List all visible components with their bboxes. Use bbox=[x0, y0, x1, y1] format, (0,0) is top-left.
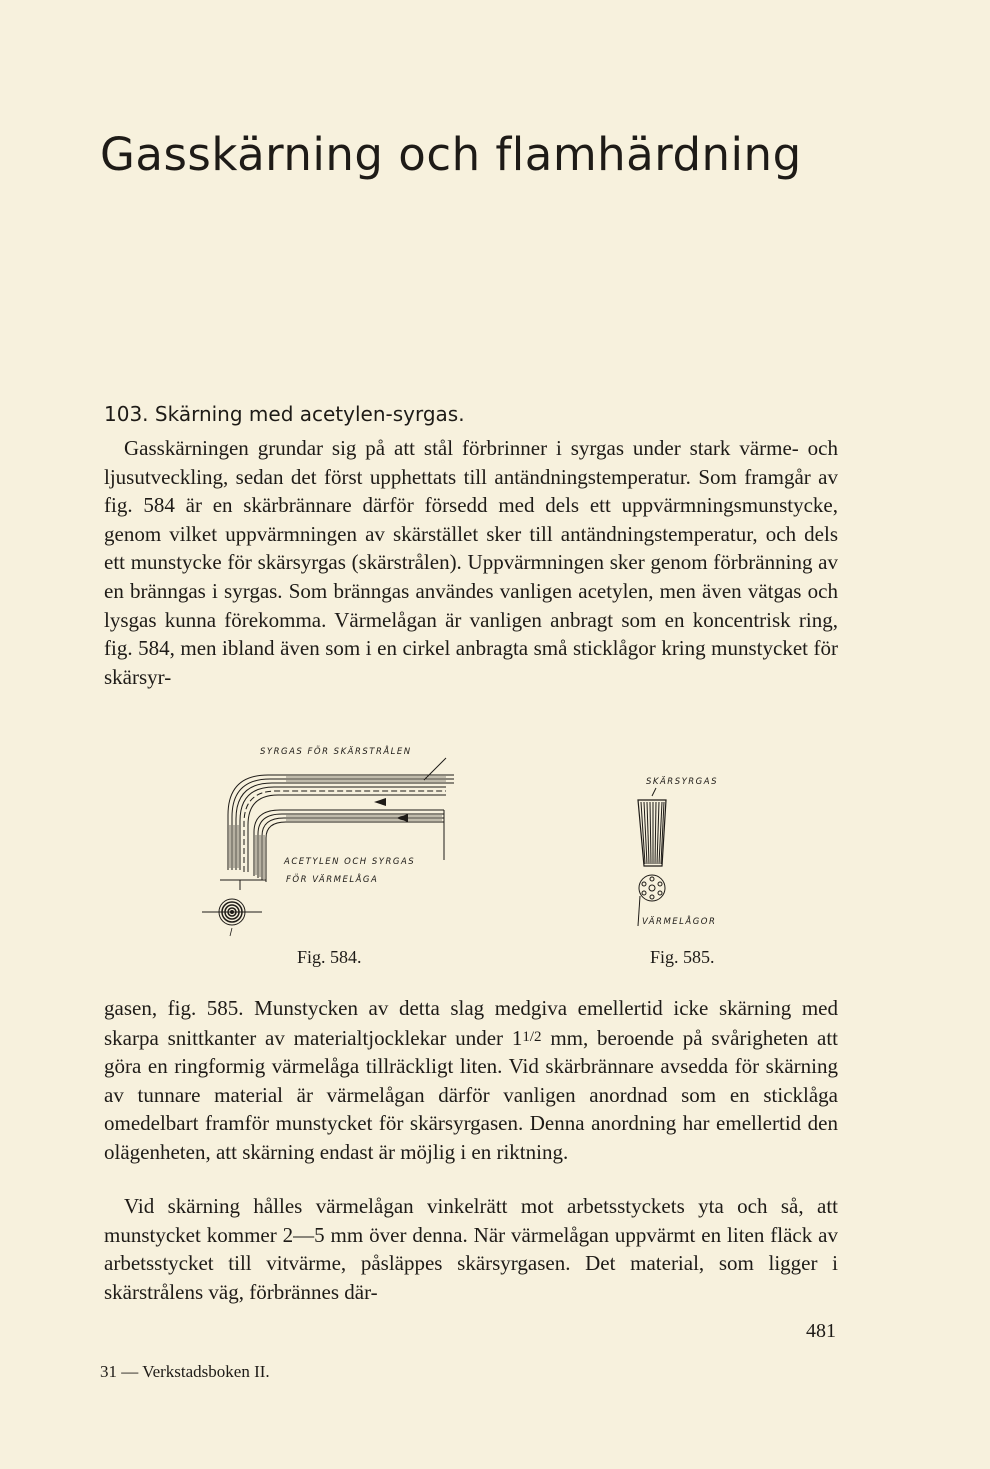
page-title: Gasskärning och flamhärdning bbox=[100, 128, 802, 181]
paragraph-2 bbox=[104, 994, 838, 1167]
fig584-label-top: SYRGAS FÖR SKÄRSTRÅLEN bbox=[260, 747, 412, 757]
paragraph-2-end: mm, beroende på svårigheten att göra en ringformig värmelåga tillräckligt liten. Vid skärbrännare avsedda för skärning av tunnare material är värmelågan därför vanligen anordnad som en sticklåga omedelbart framför munstycket för skärsyrgasen. Denna anordning har emellertid den olägenheten, att skärning endast är möjlig i en riktning. bbox=[104, 1025, 838, 1164]
fig584-label-acetylen: ACETYLEN OCH SYRGAS bbox=[284, 857, 416, 867]
fig584-caption: Fig. 584. bbox=[297, 947, 362, 967]
fraction-one-half: 1/2 bbox=[522, 1028, 542, 1045]
paragraph-1: Gasskärningen grundar sig på att stål förbrinner i syrgas under stark värme- och ljusutveckling, sedan det först upphettats till antändningstemperatur. Som framgår av fig. 584 är en skärbrännare därför försedd med dels ett uppvärmningsmunstycke, genom vilket uppvärmningen av skärstället sker till antändningstemperatur, och dels ett munstycke för skärsyrgas (skärstrålen). Uppvärmningen sker genom förbränning av en bränngas i syrgas. Som bränngas användes vanligen acetylen, men även vätgas och lysgas kunna förekomma. Värmelågan är vanligen anbragt som en koncentrisk ring, fig. 584, men ibland även som i en cirkel anbragta små sticklågor kring munstycket för skärsyr- bbox=[104, 436, 838, 689]
page-number: 481 bbox=[806, 1320, 836, 1342]
footer-signature: 31 — Verkstadsboken II. bbox=[100, 1362, 270, 1381]
fig584-label-varmelaga: FÖR VÄRMELÅGA bbox=[286, 875, 379, 885]
paragraph-2-start: gasen, fig. 585. Munstycken av detta slag medgiva emellertid icke skärning med skarpa snittkanter av materialtjocklekar under 1 bbox=[104, 996, 838, 1050]
figure-584 bbox=[196, 740, 466, 940]
figure-584-drawing bbox=[196, 740, 466, 940]
figure-585-drawing bbox=[630, 770, 770, 930]
fig585-caption: Fig. 585. bbox=[650, 947, 715, 967]
fig585-label-bottom: VÄRMELÅGOR bbox=[642, 917, 717, 927]
fig585-label-top: SKÄRSYRGAS bbox=[646, 777, 718, 787]
figure-585 bbox=[630, 770, 770, 930]
section-heading: 103. Skärning med acetylen-syrgas. bbox=[104, 402, 465, 426]
paragraph-3: Vid skärning hålles värmelågan vinkelrätt mot arbetsstyckets yta och så, att munstycket kommer 2—5 mm över denna. När värmelågan uppvärmt en liten fläck av arbetsstycket till vitvärme, påsläppes skärsyrgasen. Det material, som ligger i skärstrålens väg, förbrännes där- bbox=[104, 1194, 838, 1304]
